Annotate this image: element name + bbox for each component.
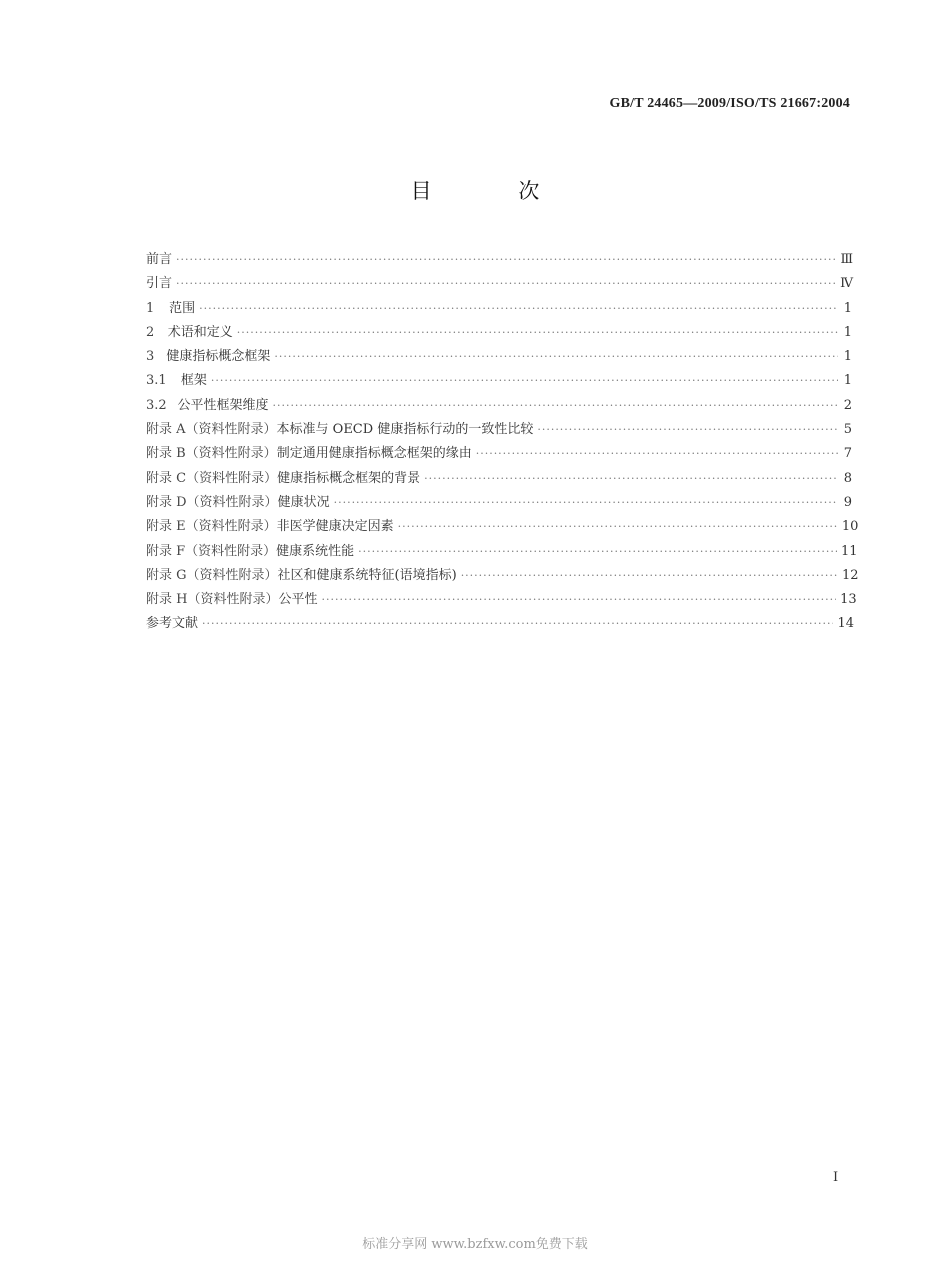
toc-entry-label: 前言: [146, 252, 173, 267]
toc-entry-section-3-2[interactable]: [146, 394, 852, 418]
toc-entry-label: 健康指标概念框架: [166, 349, 271, 365]
page-number: I: [833, 1170, 839, 1185]
toc-entry-section-2[interactable]: [146, 321, 852, 345]
toc-entry-number: 附录 A（资料性附录）: [146, 422, 277, 438]
dot-leader: [537, 418, 838, 442]
dot-leader: [202, 612, 833, 636]
toc-entry-annex-e[interactable]: [146, 515, 859, 539]
toc-entry-label: 范围: [169, 300, 196, 316]
toc-entry-section-3[interactable]: [146, 345, 852, 369]
dot-leader: [176, 248, 836, 272]
toc-entry-page: 1: [843, 373, 852, 389]
toc-entry-number: 3.2: [146, 397, 167, 413]
dot-leader: [211, 369, 838, 393]
toc-entry-number: 附录 B（资料性附录）: [146, 446, 277, 462]
toc-entry-page: 7: [843, 446, 852, 462]
toc-entry-annex-c[interactable]: [146, 467, 852, 491]
toc-entry-number: 附录 D（资料性附录）: [146, 494, 278, 510]
toc-entry-label: 参考文献: [146, 616, 199, 632]
toc-entry-page: 2: [843, 397, 852, 413]
toc-entry-page: 1: [843, 324, 852, 340]
toc-entry-page: 12: [842, 567, 859, 583]
toc-entry-label: 框架: [180, 373, 207, 389]
toc-entry-annex-b[interactable]: [146, 442, 852, 466]
dot-leader: [424, 467, 838, 491]
toc-entry-number: 附录 H（资料性附录）: [146, 592, 279, 608]
toc-entry-page: 13: [840, 592, 857, 608]
toc-entry-annex-h[interactable]: [146, 588, 857, 612]
toc-entry-number: 附录 G（资料性附录）: [146, 567, 278, 583]
toc-entry-page: 10: [841, 519, 859, 535]
toc-entry-page: 1: [843, 300, 852, 316]
dot-leader: [199, 297, 838, 321]
toc-entry-annex-a[interactable]: [146, 418, 852, 442]
toc-entry-label: 公平性: [278, 592, 318, 608]
toc-entry-number: 1: [146, 300, 155, 316]
toc-entry-page: 9: [843, 494, 852, 510]
standard-code: GB/T 24465—2009/ISO/TS 21667:2004: [609, 96, 850, 111]
dot-leader: [176, 272, 836, 296]
toc-entry-label: 非医学健康决定因素: [276, 519, 394, 535]
toc-entry-bibliography[interactable]: [146, 612, 855, 636]
toc-entry-page: 14: [837, 616, 855, 632]
dot-leader: [272, 394, 838, 418]
toc-entry-annex-g[interactable]: [146, 564, 859, 588]
toc-entry-label: 术语和定义: [167, 324, 233, 340]
dot-leader: [334, 491, 838, 515]
toc-entry-label: 本标准与 OECD 健康指标行动的一致性比较: [276, 422, 534, 438]
dot-leader: [398, 515, 838, 539]
toc-entry-number: 2: [146, 324, 155, 340]
toc-entry-section-3-1[interactable]: [146, 369, 852, 393]
toc-entry-label: 健康系统性能: [276, 543, 355, 559]
toc-entry-annex-d[interactable]: [146, 491, 852, 515]
toc-entry-annex-f[interactable]: [146, 540, 858, 564]
toc-entry-label: 制定通用健康指标概念框架的缘由: [276, 446, 472, 462]
toc-entry-page: Ⅲ: [840, 252, 854, 267]
toc-entry-section-1[interactable]: [146, 297, 852, 321]
dot-leader: [322, 588, 837, 612]
toc-entry-page: 11: [840, 543, 858, 559]
toc-entry-number: 3: [146, 349, 155, 365]
dot-leader: [461, 564, 838, 588]
toc-entry-foreword[interactable]: [146, 248, 852, 272]
page-title: 目 次: [410, 179, 580, 203]
toc-entry-number: 3.1: [146, 373, 167, 389]
dot-leader: [237, 321, 838, 345]
toc-entry-page: Ⅳ: [840, 276, 854, 292]
toc-entry-label: 公平性框架维度: [177, 397, 269, 413]
toc-entry-page: 1: [843, 349, 852, 365]
dot-leader: [358, 540, 837, 564]
toc-entry-label: 健康状况: [277, 494, 330, 510]
dot-leader: [476, 442, 838, 466]
toc-entry-label: 社区和健康系统特征(语境指标): [277, 567, 457, 583]
toc-entry-number: 附录 F（资料性附录）: [146, 543, 277, 559]
toc-entry-introduction[interactable]: [146, 272, 852, 296]
toc-entry-page: 8: [843, 470, 852, 486]
toc-entry-number: 附录 C（资料性附录）: [146, 470, 278, 486]
dot-leader: [274, 345, 838, 369]
toc-entry-number: 附录 E（资料性附录）: [146, 519, 277, 535]
watermark-text[interactable]: 标准分享网 www.bzfxw.com免费下载: [362, 1237, 588, 1252]
toc-entry-page: 5: [843, 422, 852, 438]
toc-entry-label: 健康指标概念框架的背景: [277, 470, 421, 486]
table-of-contents: [146, 248, 859, 637]
toc-entry-label: 引言: [146, 276, 173, 292]
